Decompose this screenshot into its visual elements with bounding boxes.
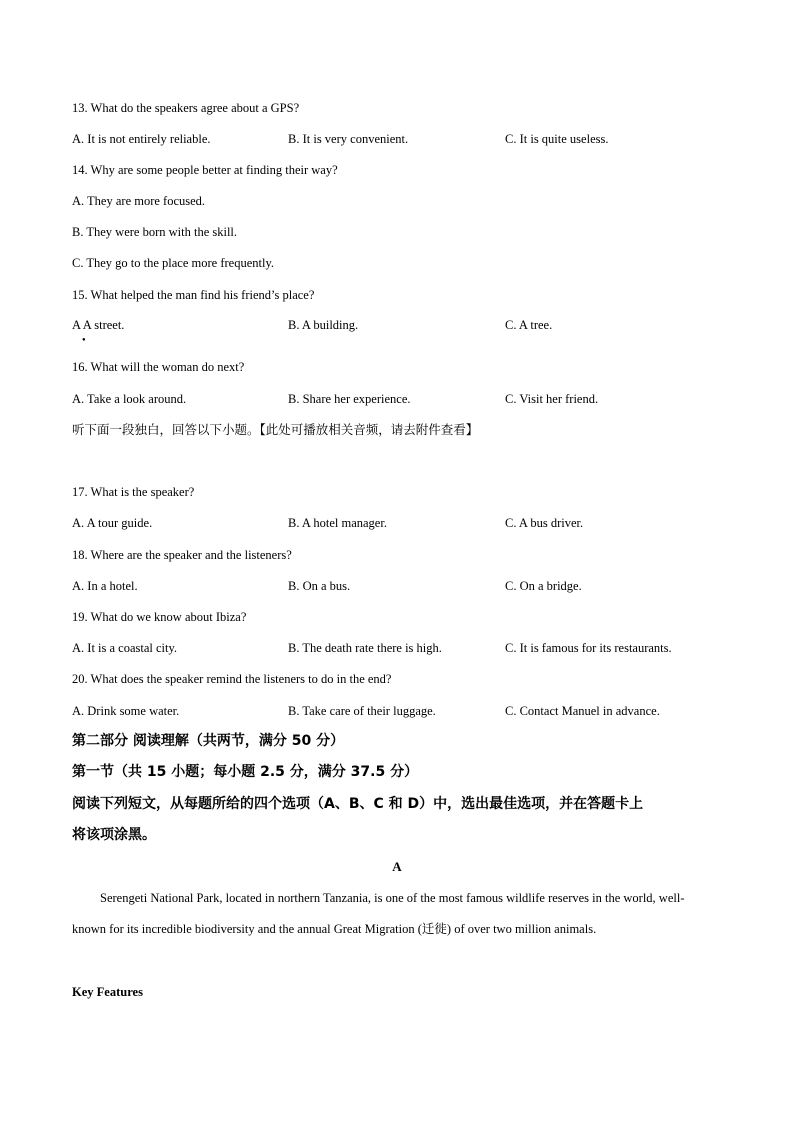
q20-option-c: C. Contact Manuel in advance.: [505, 704, 660, 718]
q15-option-b: B. A building.: [288, 318, 359, 332]
q20-option-a: A. Drink some water.: [72, 704, 180, 718]
q20-option-b: B. Take care of their luggage.: [288, 704, 436, 718]
part2-title: 第二部分 阅读理解（共两节，满分 50 分）: [72, 733, 345, 749]
q18-option-b: B. On a bus.: [288, 579, 351, 593]
q15-option-c: C. A tree.: [505, 318, 553, 332]
key-features-heading: Key Features: [72, 985, 143, 999]
passage-paragraph: Serengeti National Park, located in northern Tanzania, is one of the most famous wildlife reserves in the world, well-known for its incredible biodiversity and the annual Great Migration (迁徙) of over two million animals.: [72, 891, 685, 936]
q17-option-b: B. A hotel manager.: [288, 516, 387, 530]
question-13: 13. What do the speakers agree about a GPS?: [72, 101, 300, 115]
q14-option-b: B. They were born with the skill.: [72, 225, 238, 239]
q16-option-b: B. Share her experience.: [288, 392, 411, 406]
q13-option-a: A. It is not entirely reliable.: [72, 132, 211, 146]
reading-instruction-line1: 阅读下列短文，从每题所给的四个选项（A、B、C 和 D）中，选出最佳选项，并在答题卡上: [72, 796, 644, 812]
q19-option-a: A. It is a coastal city.: [72, 641, 178, 655]
audio-instruction: 听下面一段独白，回答以下小题。【此处可播放相关音频，请去附件查看】: [72, 422, 479, 437]
question-18: 18. Where are the speaker and the listeners?: [72, 548, 292, 562]
reading-instruction-line2: 将该项涂黑。: [72, 827, 156, 843]
q14-option-c: C. They go to the place more frequently.: [72, 256, 275, 270]
q15-option-a: A A street.: [72, 318, 125, 332]
section1-title: 第一节（共 15 小题；每小题 2.5 分，满分 37.5 分）: [72, 764, 419, 780]
question-16: 16. What will the woman do next?: [72, 360, 245, 374]
q18-option-c: C. On a bridge.: [505, 579, 582, 593]
question-15: 15. What helped the man find his friend’s place?: [72, 288, 315, 302]
stray-dot: ●: [82, 337, 86, 343]
question-17: 17. What is the speaker?: [72, 485, 195, 499]
question-14: 14. Why are some people better at finding their way?: [72, 163, 338, 177]
q16-option-c: C. Visit her friend.: [505, 392, 599, 406]
passage-label: A: [392, 859, 402, 874]
q19-option-b: B. The death rate there is high.: [288, 641, 442, 655]
q19-option-c: C. It is famous for its restaurants.: [505, 641, 672, 655]
q14-option-a: A. They are more focused.: [72, 194, 206, 208]
q17-option-c: C. A bus driver.: [505, 516, 584, 530]
q13-option-b: B. It is very convenient.: [288, 132, 409, 146]
q17-option-a: A. A tour guide.: [72, 516, 153, 530]
q18-option-a: A. In a hotel.: [72, 579, 138, 593]
q16-option-a: A. Take a look around.: [72, 392, 187, 406]
question-20: 20. What does the speaker remind the listeners to do in the end?: [72, 672, 392, 686]
q13-option-c: C. It is quite useless.: [505, 132, 609, 146]
question-19: 19. What do we know about Ibiza?: [72, 610, 247, 624]
